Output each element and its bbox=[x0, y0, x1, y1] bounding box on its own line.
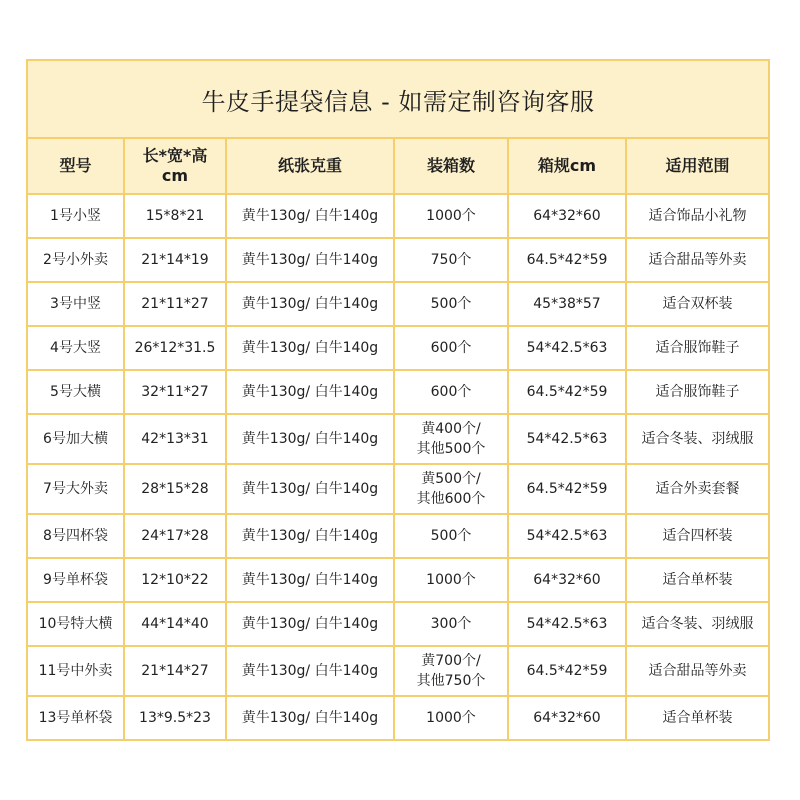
cell-carton-size: 54*42.5*63 bbox=[508, 602, 626, 646]
cell-usage: 适合单杯装 bbox=[626, 558, 768, 602]
cell-usage: 适合服饰鞋子 bbox=[626, 370, 768, 414]
table-row bbox=[28, 370, 768, 414]
cell-model: 6号加大横 bbox=[28, 414, 124, 464]
column-header-carton-quantity: 装箱数 bbox=[394, 139, 508, 194]
cell-usage: 适合四杯装 bbox=[626, 514, 768, 558]
cell-paper-weight: 黄牛130g/ 白牛140g bbox=[226, 282, 394, 326]
cell-dimensions: 42*13*31 bbox=[124, 414, 226, 464]
cell-dimensions: 21*14*19 bbox=[124, 238, 226, 282]
cell-dimensions: 26*12*31.5 bbox=[124, 326, 226, 370]
cell-usage: 适合饰品小礼物 bbox=[626, 194, 768, 238]
table-row bbox=[28, 194, 768, 238]
cell-paper-weight: 黄牛130g/ 白牛140g bbox=[226, 464, 394, 514]
cell-paper-weight: 黄牛130g/ 白牛140g bbox=[226, 194, 394, 238]
cell-usage: 适合甜品等外卖 bbox=[626, 646, 768, 696]
cell-paper-weight: 黄牛130g/ 白牛140g bbox=[226, 514, 394, 558]
cell-carton-quantity: 1000个 bbox=[394, 558, 508, 602]
cell-model: 11号中外卖 bbox=[28, 646, 124, 696]
cell-paper-weight: 黄牛130g/ 白牛140g bbox=[226, 558, 394, 602]
cell-carton-quantity: 300个 bbox=[394, 602, 508, 646]
column-header-carton-size: 箱规cm bbox=[508, 139, 626, 194]
cell-dimensions: 44*14*40 bbox=[124, 602, 226, 646]
cell-carton-size: 64*32*60 bbox=[508, 696, 626, 739]
cell-model: 9号单杯袋 bbox=[28, 558, 124, 602]
cell-model: 5号大横 bbox=[28, 370, 124, 414]
column-header-paper-weight: 纸张克重 bbox=[226, 139, 394, 194]
table-row bbox=[28, 514, 768, 558]
cell-dimensions: 28*15*28 bbox=[124, 464, 226, 514]
cell-carton-size: 64.5*42*59 bbox=[508, 464, 626, 514]
column-header-model: 型号 bbox=[28, 139, 124, 194]
cell-usage: 适合甜品等外卖 bbox=[626, 238, 768, 282]
cell-paper-weight: 黄牛130g/ 白牛140g bbox=[226, 602, 394, 646]
cell-usage: 适合单杯装 bbox=[626, 696, 768, 739]
cell-dimensions: 12*10*22 bbox=[124, 558, 226, 602]
cell-carton-quantity: 黄400个/ 其他500个 bbox=[394, 414, 508, 464]
cell-paper-weight: 黄牛130g/ 白牛140g bbox=[226, 646, 394, 696]
cell-carton-size: 54*42.5*63 bbox=[508, 514, 626, 558]
cell-carton-size: 54*42.5*63 bbox=[508, 414, 626, 464]
table-row bbox=[28, 602, 768, 646]
cell-paper-weight: 黄牛130g/ 白牛140g bbox=[226, 696, 394, 739]
cell-carton-quantity: 1000个 bbox=[394, 194, 508, 238]
cell-model: 10号特大横 bbox=[28, 602, 124, 646]
cell-carton-quantity: 600个 bbox=[394, 326, 508, 370]
cell-dimensions: 32*11*27 bbox=[124, 370, 226, 414]
cell-model: 1号小竖 bbox=[28, 194, 124, 238]
cell-carton-size: 64*32*60 bbox=[508, 558, 626, 602]
cell-carton-size: 54*42.5*63 bbox=[508, 326, 626, 370]
cell-model: 7号大外卖 bbox=[28, 464, 124, 514]
cell-dimensions: 21*14*27 bbox=[124, 646, 226, 696]
cell-dimensions: 15*8*21 bbox=[124, 194, 226, 238]
cell-carton-quantity: 500个 bbox=[394, 514, 508, 558]
cell-model: 2号小外卖 bbox=[28, 238, 124, 282]
cell-carton-size: 64.5*42*59 bbox=[508, 238, 626, 282]
cell-usage: 适合服饰鞋子 bbox=[626, 326, 768, 370]
cell-carton-size: 45*38*57 bbox=[508, 282, 626, 326]
cell-model: 8号四杯袋 bbox=[28, 514, 124, 558]
cell-model: 13号单杯袋 bbox=[28, 696, 124, 739]
cell-paper-weight: 黄牛130g/ 白牛140g bbox=[226, 238, 394, 282]
cell-dimensions: 21*11*27 bbox=[124, 282, 226, 326]
product-info-sheet bbox=[26, 59, 770, 741]
cell-usage: 适合外卖套餐 bbox=[626, 464, 768, 514]
cell-usage: 适合双杯装 bbox=[626, 282, 768, 326]
table-row bbox=[28, 558, 768, 602]
table-row bbox=[28, 238, 768, 282]
column-header-usage: 适用范围 bbox=[626, 139, 768, 194]
cell-carton-quantity: 750个 bbox=[394, 238, 508, 282]
cell-carton-size: 64.5*42*59 bbox=[508, 370, 626, 414]
cell-dimensions: 13*9.5*23 bbox=[124, 696, 226, 739]
table-body bbox=[28, 194, 768, 739]
table-row bbox=[28, 326, 768, 370]
cell-model: 3号中竖 bbox=[28, 282, 124, 326]
column-header-dimensions: 长*宽*高 cm bbox=[124, 139, 226, 194]
table-row bbox=[28, 282, 768, 326]
cell-model: 4号大竖 bbox=[28, 326, 124, 370]
cell-usage: 适合冬装、羽绒服 bbox=[626, 602, 768, 646]
cell-carton-size: 64*32*60 bbox=[508, 194, 626, 238]
cell-usage: 适合冬装、羽绒服 bbox=[626, 414, 768, 464]
cell-dimensions: 24*17*28 bbox=[124, 514, 226, 558]
cell-carton-quantity: 黄700个/ 其他750个 bbox=[394, 646, 508, 696]
cell-carton-quantity: 1000个 bbox=[394, 696, 508, 739]
cell-paper-weight: 黄牛130g/ 白牛140g bbox=[226, 326, 394, 370]
cell-carton-size: 64.5*42*59 bbox=[508, 646, 626, 696]
cell-paper-weight: 黄牛130g/ 白牛140g bbox=[226, 370, 394, 414]
table-header-row bbox=[28, 139, 768, 194]
table-row bbox=[28, 646, 768, 696]
cell-paper-weight: 黄牛130g/ 白牛140g bbox=[226, 414, 394, 464]
cell-carton-quantity: 600个 bbox=[394, 370, 508, 414]
spec-table bbox=[28, 139, 768, 739]
cell-carton-quantity: 500个 bbox=[394, 282, 508, 326]
table-row bbox=[28, 696, 768, 739]
cell-carton-quantity: 黄500个/ 其他600个 bbox=[394, 464, 508, 514]
sheet-title: 牛皮手提袋信息 - 如需定制咨询客服 bbox=[28, 61, 768, 139]
table-row bbox=[28, 414, 768, 464]
table-row bbox=[28, 464, 768, 514]
